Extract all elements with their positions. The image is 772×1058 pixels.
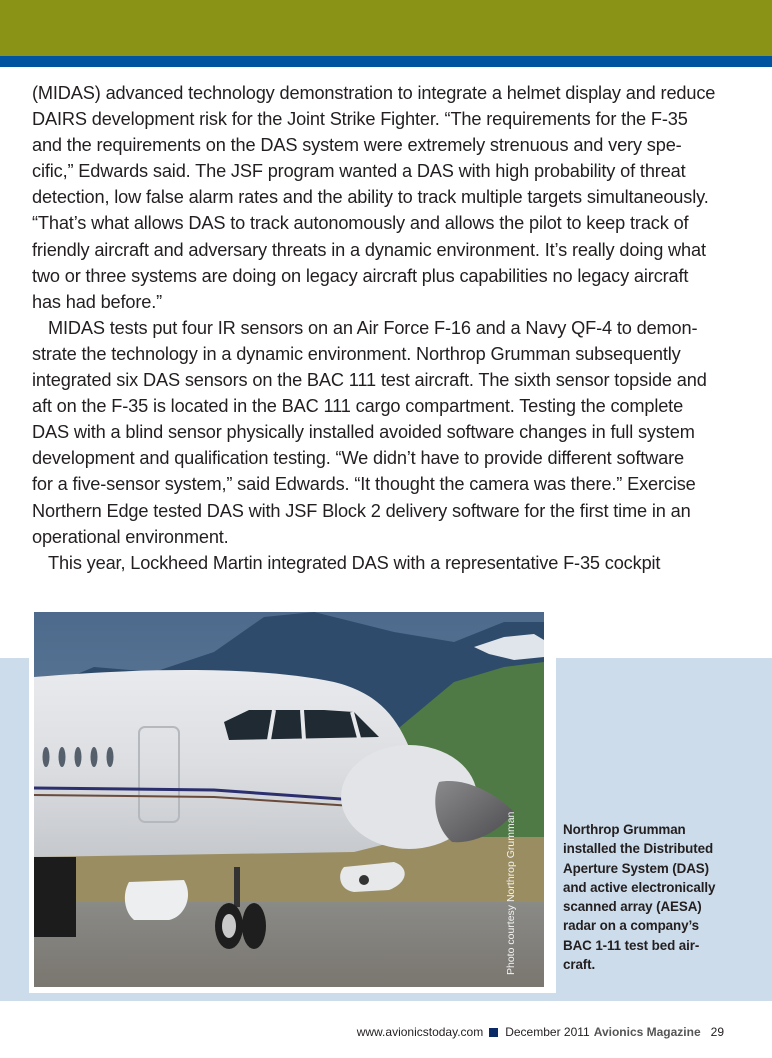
main-gear — [34, 857, 76, 937]
text-line: operational environment. — [32, 526, 229, 547]
text-line: friendly aircraft and adversary threats in a dynamic environment. It’s really doing what — [32, 239, 706, 260]
belly-fairing — [125, 880, 188, 920]
figure-caption — [563, 820, 763, 974]
text-line: Northern Edge tested DAS with JSF Block 2 delivery software for the first time in an — [32, 500, 691, 521]
caption-line: Aperture System (DAS) — [563, 860, 709, 876]
page-footer — [357, 1025, 724, 1039]
header-band-green — [0, 0, 772, 56]
aircraft-illustration — [34, 612, 544, 987]
text-line: detection, low false alarm rates and the ability to track multiple targets simultaneously. — [32, 187, 709, 208]
publication-name: Avionics Magazine — [593, 1025, 701, 1039]
paragraph-2 — [32, 315, 732, 550]
article-body — [32, 80, 732, 576]
photo-credit: Photo courtesy Northrop Grumman — [505, 811, 517, 975]
paragraph-1 — [32, 80, 732, 315]
taxiway — [34, 902, 544, 987]
text-line: MIDAS tests put four IR sensors on an Air Force F-16 and a Navy QF-4 to demon- — [48, 317, 698, 338]
text-line: two or three systems are doing on legacy aircraft plus capabilities no legacy aircraft — [32, 265, 689, 286]
caption-line: and active electronically — [563, 879, 716, 895]
text-line: development and qualification testing. “We didn’t have to provide different software — [32, 448, 684, 469]
text-line: DAIRS development risk for the Joint Strike Fighter. “The requirements for the F-35 — [32, 109, 688, 130]
text-line: integrated six DAS sensors on the BAC 111 test aircraft. The sixth sensor topside and — [32, 370, 707, 391]
page-number: 29 — [710, 1025, 724, 1039]
text-line: strate the technology in a dynamic environment. Northrop Grumman subsequently — [32, 343, 681, 364]
text-line: cific,” Edwards said. The JSF program wanted a DAS with high probability of threat — [32, 161, 686, 182]
text-line: This year, Lockheed Martin integrated DAS with a representative F-35 cockpit — [48, 552, 661, 573]
caption-line: radar on a company’s — [563, 918, 699, 934]
text-line: has had before.” — [32, 291, 163, 312]
header-band-blue — [0, 56, 772, 67]
text-line: DAS with a blind sensor physically installed avoided software changes in full system — [32, 422, 695, 443]
caption-line: scanned array (AESA) — [563, 899, 702, 915]
text-line: aft on the F-35 is located in the BAC 111 cargo compartment. Testing the complete — [32, 396, 684, 417]
issue-date: December 2011 — [505, 1025, 590, 1039]
caption-line: BAC 1-11 test bed air- — [563, 937, 700, 953]
caption-line: Northrop Grumman — [563, 822, 686, 837]
caption-line: installed the Distributed — [563, 841, 714, 857]
separator-square-icon — [489, 1028, 498, 1037]
text-line: and the requirements on the DAS system were extremely strenuous and very spe- — [32, 135, 682, 156]
text-line: “That’s what allows DAS to track autonomously and allows the pilot to keep track of — [32, 213, 689, 234]
text-line: for a five-sensor system,” said Edwards. “It thought the camera was there.” Exercise — [32, 474, 696, 495]
paragraph-3 — [32, 550, 732, 576]
website-url[interactable]: www.avionicstoday.com — [356, 1025, 484, 1039]
caption-line: craft. — [563, 957, 596, 973]
aircraft-photo — [34, 612, 544, 987]
text-line: (MIDAS) advanced technology demonstration to integrate a helmet display and reduce — [32, 83, 716, 103]
